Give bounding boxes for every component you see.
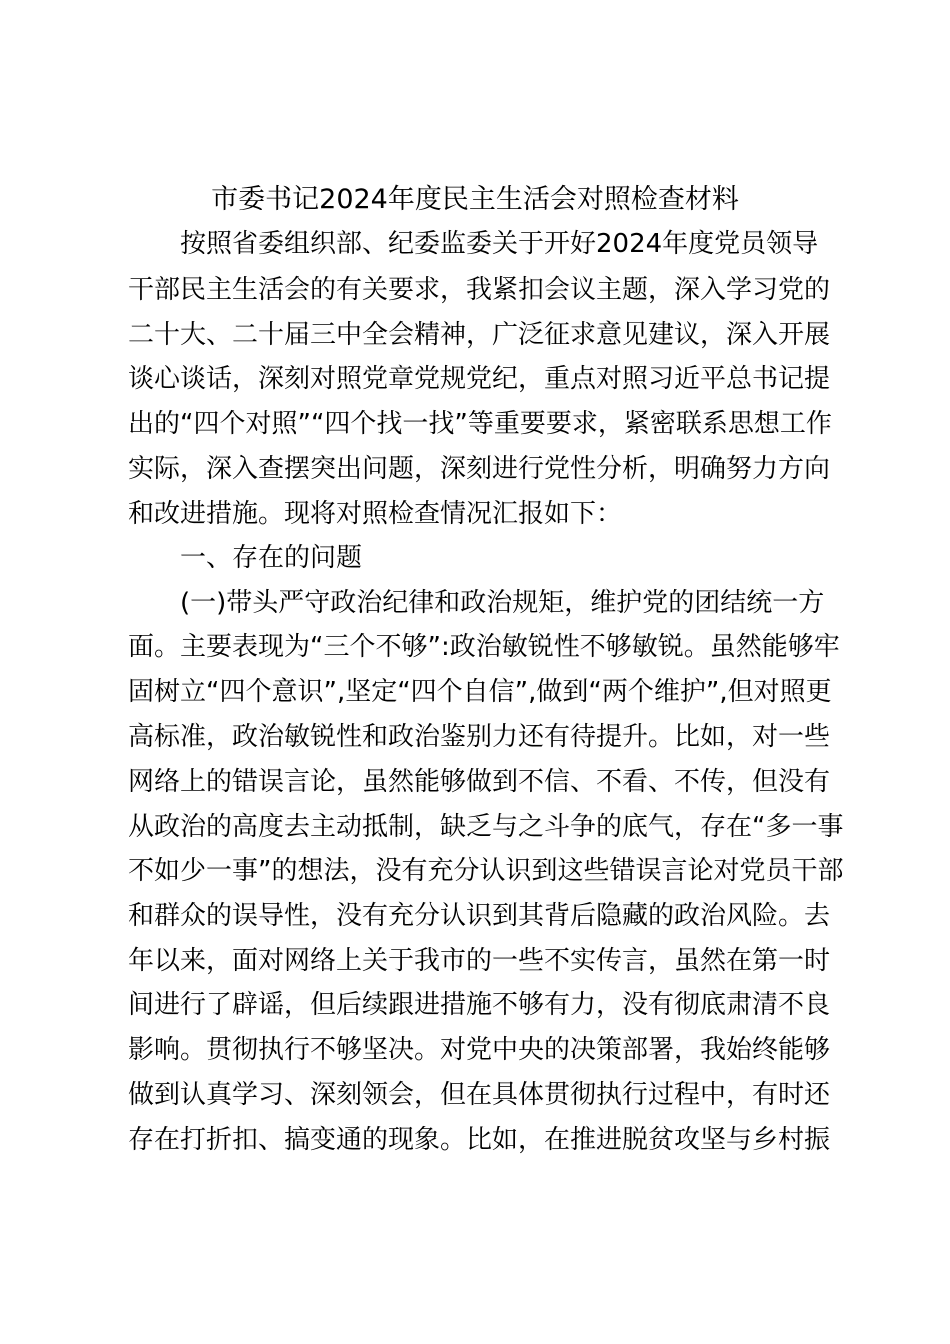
text-line: 间进行了辟谣，但后续跟进措施不够有力，没有彻底肃清不良 — [128, 990, 831, 1020]
text-line: 年以来，面对网络上关于我市的一些不实传言，虽然在第一时 — [128, 946, 831, 976]
text-line: 干部民主生活会的有关要求，我紧扣会议主题，深入学习党的 — [128, 275, 831, 305]
document-title: 市委书记2024年度民主生活会对照检查材料 — [211, 184, 739, 215]
text-line: 按照省委组织部、纪委监委关于开好2024年度党员领导 — [180, 229, 819, 259]
text-line: 网络上的错误言论，虽然能够做到不信、不看、不传，但没有 — [128, 767, 831, 797]
text-line: 固树立“四个意识”,坚定“四个自信”,做到“两个维护”,但对照更 — [128, 677, 832, 707]
text-line: (一)带头严守政治纪律和政治规矩，维护党的团结统一方 — [180, 588, 825, 618]
text-line: 存在打折扣、搞变通的现象。比如，在推进脱贫攻坚与乡村振 — [128, 1125, 831, 1155]
text-line: 做到认真学习、深刻领会，但在具体贯彻执行过程中，有时还 — [128, 1080, 831, 1110]
text-line: 从政治的高度去主动抵制，缺乏与之斗争的底气，存在“多一事 — [128, 812, 844, 842]
text-line: 影响。贯彻执行不够坚决。对党中央的决策部署，我始终能够 — [128, 1035, 831, 1065]
text-line: 面。主要表现为“三个不够”:政治敏锐性不够敏锐。虽然能够牢 — [128, 632, 840, 662]
text-line: 不如少一事”的想法，没有充分认识到这些错误言论对党员干部 — [128, 856, 844, 886]
text-line: 二十大、二十届三中全会精神，广泛征求意见建议，深入开展 — [128, 320, 831, 350]
text-line: 和改进措施。现将对照检查情况汇报如下： — [128, 499, 623, 529]
text-line: 实际，深入查摆突出问题，深刻进行党性分析，明确努力方向 — [128, 454, 831, 484]
text-line: 谈心谈话，深刻对照党章党规党纪，重点对照习近平总书记提 — [128, 364, 831, 394]
section-heading: 一、存在的问题 — [180, 543, 363, 573]
text-line: 出的“四个对照”“四个找一找”等重要要求，紧密联系思想工作 — [128, 409, 832, 439]
text-line: 和群众的误导性，没有充分认识到其背后隐藏的政治风险。去 — [128, 901, 831, 931]
text-line: 高标准，政治敏锐性和政治鉴别力还有待提升。比如，对一些 — [128, 722, 831, 752]
